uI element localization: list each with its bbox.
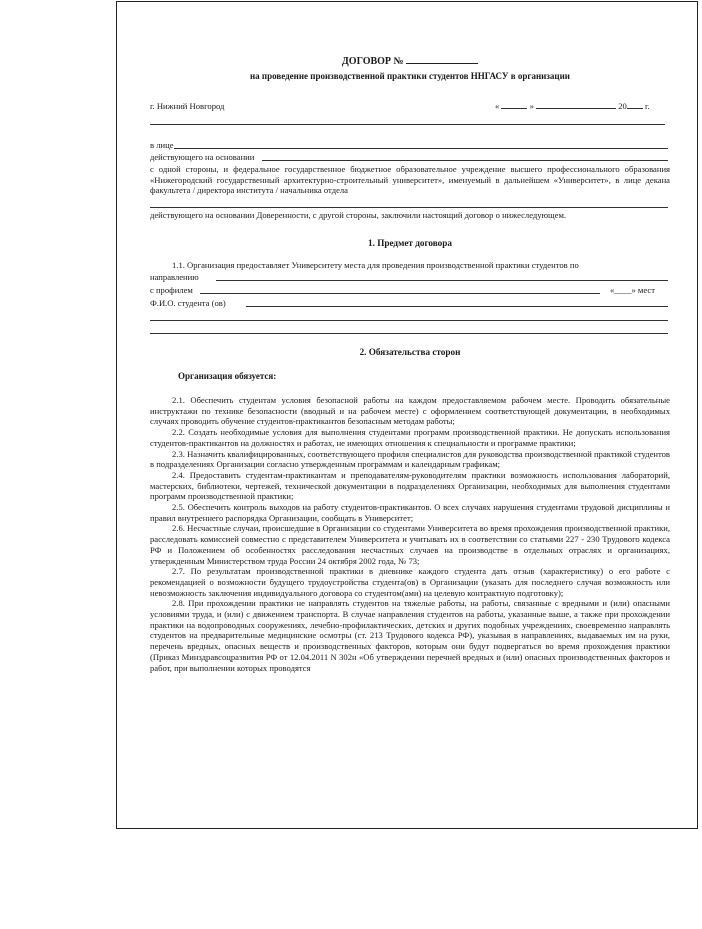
org-name-blank-1 (150, 124, 665, 125)
year-blank (627, 108, 643, 109)
place-date-line (150, 101, 670, 112)
obligation-2-4: 2.4. Предоставить студентам-практикантам и преподавателям-руководителям практики возможность использования лабораторий, мастерских, библиотеки, чертежей, технической документации в подразделениях Организации, необходимых для выполнения студентами программ производственной практики; (150, 469, 670, 502)
obligation-2-3: 2.3. Назначить квалифицированных, соответствующего профиля специалистов для руководства производственной практикой студентов в подразделениях Организации согласно утвержденным программам и календарным графикам; (150, 448, 670, 470)
dean-blank (150, 207, 668, 208)
obligations-list (150, 395, 670, 673)
org-obligations-heading: Организация обязуется: (178, 371, 277, 381)
section-1-heading: 1. Предмет договора (368, 238, 452, 248)
obligation-2-2: 2.2. Создать необходимые условия для выполнения студентами программ производственной практики. Не допускать использования студентов-практикантов на должностях и работах, не имеющих отношения к специальности и программе практики; (150, 427, 670, 448)
in-person-blank (174, 148, 668, 149)
direction-blank (216, 280, 668, 281)
date-day (495, 101, 650, 112)
contract-subtitle: на проведение производственной практики студентов ННГАСУ в организации (249, 71, 570, 81)
intro-closing: действующего на основании Доверенности, с другой стороны, заключили настоящий договор о нижеследующем. (150, 210, 567, 220)
obligation-2-5: 2.5. Обеспечить контроль выходов на работу студентов-практикантов. О всех случаях нарушения студентами трудовой дисциплины и правил внутреннего распорядка Организации, сообщать в Университет; (150, 502, 670, 523)
obligation-2-7: 2.7. По результатам производственной практики в дневнике каждого студента дать отзыв (характеристику) о его работе с рекомендацией о возможности будущего трудоустройства студента(ов) в Организации (указать для последнего случая возможность или невозможность заключения индивидуального договора со студентом(ами) на целевую контрактную подготовку); (150, 566, 670, 598)
open-quote: « (495, 101, 500, 111)
student-name-label: Ф.И.О. студента (ов) (150, 298, 226, 308)
direction-line (150, 272, 670, 283)
acting-blank (262, 160, 668, 161)
section-2-heading: 2. Обязательства сторон (359, 347, 461, 357)
places-count: «____» мест (610, 285, 655, 295)
contract-number-blank (406, 63, 478, 64)
obligation-2-1: 2.1. Обеспечить студентам условия безопасной работы на каждом предоставляемом рабочем месте. Проводить обязательные инструктажи по технике безопасности (вводный и на рабочем месте) с оформлением соответствующей документации, в необходимых случаях проводить обучение студентов-практикантов безопасным методам работы; (150, 395, 670, 427)
student-name-blank-3 (150, 333, 668, 334)
student-name-blank (246, 306, 668, 307)
obligation-2-8: 2.8. При прохождении практики не направлять студентов на тяжелые работы, на работы, связанные с вредными и (или) опасными условиями труда, и (или) с движением транспорта. В случае направления студентов на работы, указанные выше, а также при прохождении практики на водопроводных сооружениях, лечебно-профилактических, детских и других подобных учреждениях, своевременно направлять студентов на предварительные медицинские осмотры (ст. 213 Трудового кодекса РФ), указывая в направлениях, выдаваемых им на руки, перечень вредных, опасных веществ и производственных факторов, которым они будут подвергаться во время прохождения практики (Приказ Минздравсоцразвития РФ от 12.04.2011 N 302н «Об утверждении перечней вредных и (или) опасных производственных факторов и работ, при выполнении которых проводятся (150, 598, 670, 673)
close-quote: » (529, 101, 534, 111)
year-suffix: г. (644, 101, 650, 111)
obligation-2-6: 2.6. Несчастные случаи, происшедшие в Организации со студентами Университета во время прохождения производственной практики, расследовать комиссией совместно с представителем Университета и учитывать их в соответствии со статьями 227 - 230 Трудового кодекса РФ и Положением об особенностях расследования несчастных случаев на производстве в отдельных отраслях и организациях, утвержденным Министерством труда России 24 октября 2002 года, № 73; (150, 523, 670, 566)
acting-line (150, 152, 670, 163)
profile-line (150, 285, 670, 296)
intro-paragraph: с одной стороны, и федеральное государственное бюджетное образовательное учреждение высшего профессионального образования «Нижегородский государственный архитектурно-строительный университет», именуемый в дальнейшем «Университет», в лице декана факультета / директора института / начальника отдела (150, 164, 670, 196)
contract-title (150, 57, 670, 68)
in-person-label: в лице (150, 140, 174, 150)
direction-label: направлению (150, 272, 199, 282)
section-1-1: 1.1. Организация предоставляет Университету места для проведения производственной практики студентов по (172, 260, 579, 270)
year-prefix: 20 (618, 101, 627, 111)
city: г. Нижний Новгород (150, 101, 225, 111)
document-page (116, 1, 698, 829)
acting-label: действующего на основании (150, 152, 255, 162)
day-blank (501, 108, 527, 109)
profile-label: с профилем (150, 285, 193, 295)
in-person-line (150, 140, 670, 151)
contract-title-text: ДОГОВОР № (341, 56, 404, 67)
student-name-line (150, 298, 670, 309)
profile-blank (200, 293, 600, 294)
student-name-blank-2 (150, 320, 668, 321)
month-blank (536, 108, 616, 109)
